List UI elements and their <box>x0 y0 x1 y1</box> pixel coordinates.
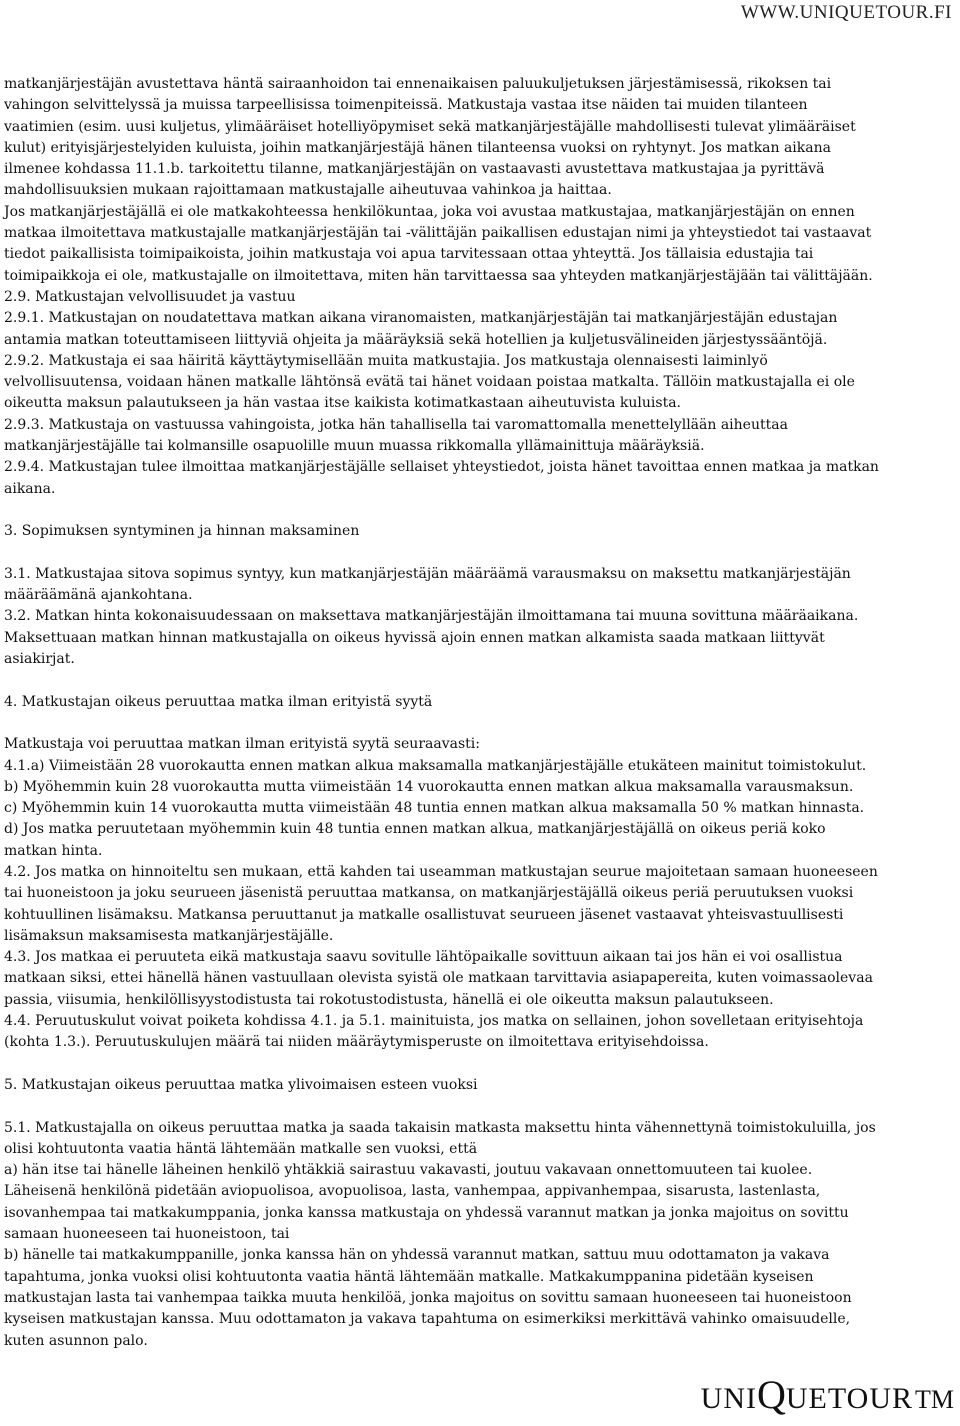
document-body <box>4 74 956 1352</box>
text-line: 2.9.4. Matkustajan tulee ilmoittaa matkanjärjestäjälle sellaiset yhteystiedot, joista hänet tavoittaa ennen matkaa ja matkan <box>4 459 879 476</box>
text-line: oikeutta maksun palautukseen ja hän vastaa itse kaikista kotimatkastaan aiheutuvista kuluista. <box>4 395 682 412</box>
text-line: matkaa ilmoitettava matkustajalle matkanjärjestäjän tai -välittäjän paikallisen edustajan nimi ja yhteystiedot tai vastaavat <box>4 225 872 242</box>
text-line: ilmenee kohdassa 11.1.b. tarkoitettu tilanne, matkanjärjestäjän on vastaavasti avustettava matkustajaa ja pyrittävä <box>4 161 825 178</box>
blank-line <box>4 543 956 564</box>
text-line: 3. Sopimuksen syntyminen ja hinnan maksaminen <box>4 523 360 540</box>
text-line: isovanhempaa tai matkakumppania, jonka kanssa matkustaja on yhdessä varannut matkan ja jonka majoitus on sovittu <box>4 1204 849 1221</box>
blank-line <box>4 1054 956 1075</box>
text-line: lisämaksun maksamisesta matkanjärjestäjälle. <box>4 927 334 944</box>
text-line: Jos matkanjärjestäjällä ei ole matkakohteessa henkilökuntaa, joka voi avustaa matkustajaa, matkanjärjestäjän on ennen <box>4 203 855 220</box>
text-line: samaan huoneeseen tai huoneistoon, tai <box>4 1226 290 1243</box>
text-line: kyseisen matkustajan kanssa. Muu odottamaton ja vakava tapahtuma on esimerkiksi merkittävä vahinko omaisuudelle, <box>4 1311 851 1328</box>
text-line: Läheisenä henkilönä pidetään aviopuolisoa, avopuolisoa, lasta, vanhempaa, appivanhempaa, sisarusta, lastenlasta, <box>4 1183 821 1200</box>
text-line: 2.9. Matkustajan velvollisuudet ja vastuu <box>4 288 296 305</box>
text-line: (kohta 1.3.). Peruutuskulujen määrä tai niiden määräytymisperuste on ilmoitettava erityisehdoissa. <box>4 1034 709 1051</box>
logo-text-q: Q <box>756 1372 786 1417</box>
text-line: aikana. <box>4 480 56 497</box>
text-line: Matkustaja voi peruuttaa matkan ilman erityistä syytä seuraavasti: <box>4 736 480 753</box>
text-line: matkaan siksi, ettei hänellä hänen vastuullaan olevista syistä ole matkaan tarvittavia asiapapereita, kuten voimassaolevaa <box>4 970 873 987</box>
text-line: tapahtuma, jonka vuoksi olisi kohtuutonta vaatia häntä lähtemään matkalle. Matkakumppanina pidetään kyseisen <box>4 1268 814 1285</box>
text-line: a) hän itse tai hänelle läheinen henkilö yhtäkkiä sairastuu vakavasti, joutuu vakavaan onnettomuuteen tai kuolee. <box>4 1162 813 1179</box>
text-line: b) hänelle tai matkakumppanille, jonka kanssa hän on yhdessä varannut matkan, sattuu muu odottamaton ja vakava <box>4 1247 830 1264</box>
text-line: c) Myöhemmin kuin 14 vuorokautta mutta viimeistään 48 tuntia ennen matkan alkua maksamalla 50 % matkan hinnasta. <box>4 800 865 817</box>
text-line: matkustajan lasta tai vanhempaa taikka muuta henkilöä, jonka majoitus on sovittu samaan huoneeseen tai huoneistoon <box>4 1289 852 1306</box>
text-line: 4.2. Jos matka on hinnoiteltu sen mukaan, että kahden tai useamman matkustajan seurue majoitetaan samaan huoneeseen <box>4 863 878 880</box>
blank-line <box>4 1096 956 1117</box>
text-line: matkan hinta. <box>4 842 103 859</box>
text-line: kohtuullinen lisämaksu. Matkansa peruuttanut ja matkalle osallistuvat seurueen jäsenet vastaavat yhteisvastuullisesti <box>4 906 844 923</box>
text-line: kuten asunnon palo. <box>4 1332 148 1349</box>
text-line: 2.9.3. Matkustaja on vastuussa vahingoista, jotka hän tahallisella tai varomattomalla menettelyllään aiheuttaa <box>4 416 788 433</box>
text-line: 3.1. Matkustajaa sitova sopimus syntyy, kun matkanjärjestäjän määräämä varausmaksu on maksettu matkanjärjestäjän <box>4 565 851 582</box>
text-line: matkanjärjestäjälle tai kolmansille osapuolille muun muassa rikkomalla yllämainittuja määräyksiä. <box>4 438 705 455</box>
text-line: 3.2. Matkan hinta kokonaisuudessaan on maksettava matkanjärjestäjän ilmoittamana tai muuna sovittuna määräaikana. <box>4 608 859 625</box>
text-line: asiakirjat. <box>4 651 75 668</box>
header-url: WWW.UNIQUETOUR.FI <box>740 2 952 23</box>
text-line: 4. Matkustajan oikeus peruuttaa matka ilman erityistä syytä <box>4 693 433 710</box>
text-line: 4.1.a) Viimeistään 28 vuorokautta ennen matkan alkua maksamalla matkanjärjestäjälle etukäteen mainitut toimistokulut. <box>4 757 867 774</box>
text-line: passia, viisumia, henkilöllisyystodistusta tai rokotustodistusta, hänellä ei ole oikeutta maksun palautukseen. <box>4 991 774 1008</box>
text-line: velvollisuutensa, voidaan hänen matkalle lähtönsä evätä tai hänet voidaan poistaa matkalta. Tällöin matkustajalla ei ole <box>4 374 855 391</box>
blank-line <box>4 670 956 691</box>
logo-text-uni: UNI <box>700 1382 757 1415</box>
text-line: matkanjärjestäjän avustettava häntä sairaanhoidon tai ennenaikaisen paluukuljetuksen järjestämisessä, rikoksen tai <box>4 76 832 92</box>
text-line: 2.9.2. Matkustaja ei saa häiritä käyttäytymisellään muita matkustajia. Jos matkustaja olennaisesti laiminlyö <box>4 352 768 369</box>
text-line: b) Myöhemmin kuin 28 vuorokautta mutta viimeistään 14 vuorokautta ennen matkan alkua maksamalla varausmaksun. <box>4 778 854 795</box>
text-line: 5.1. Matkustajalla on oikeus peruuttaa matka ja saada takaisin matkasta maksettu hinta vähennettynä toimistokuluilla, jos <box>4 1119 876 1136</box>
logo-text-uetour: UETOUR <box>785 1382 913 1415</box>
text-line: antamia matkan toteuttamiseen liittyviä ohjeita ja määräyksiä sekä hotellien ja kuljetusvälineiden järjestyssääntöjä. <box>4 331 828 348</box>
blank-line <box>4 500 956 521</box>
text-line: tiedot paikallisista toimipaikoista, joihin matkustaja voi apua tarvitessaan ottaa yhteyttä. Jos tällaisia edustajia tai <box>4 246 814 263</box>
text-line: olisi kohtuutonta vaatia häntä lähtemään matkalle sen vuoksi, että <box>4 1140 478 1157</box>
text-line: 4.4. Peruutuskulut voivat poiketa kohdissa 4.1. ja 5.1. mainituista, jos matka on sellainen, johon sovelletaan erityisehtoja <box>4 1013 864 1030</box>
text-line: 4.3. Jos matkaa ei peruuteta eikä matkustaja saavu sovitulle lähtöpaikalle sovittuun aikaan tai jos hän ei voi osallistua <box>4 949 843 966</box>
text-line: toimipaikkoja ei ole, matkustajalle on ilmoitettava, miten hän tarvittaessa saa yhteyden matkanjärjestäjään tai välittäjään. <box>4 267 873 284</box>
text-line: vaatimien (esim. uusi kuljetus, ylimääräiset hotelliyöpymiset sekä matkanjärjestäjälle mahdollisesti tulevat ylimääräiset <box>4 118 856 135</box>
text-line: määräämänä ajankohtana. <box>4 587 193 604</box>
text-line: Maksettuaan matkan hinnan matkustajalla on oikeus hyvissä ajoin ennen matkan alkamista saada matkaan liittyvät <box>4 629 825 646</box>
text-line: d) Jos matka peruutetaan myöhemmin kuin 48 tuntia ennen matkan alkua, matkanjärjestäjällä on oikeus periä koko <box>4 821 826 838</box>
uniquetour-logo <box>701 1371 954 1418</box>
text-line: kulut) erityisjärjestelyiden kuluista, joihin matkanjärjestäjä hänen tilanteensa vuoksi on ryhtynyt. Jos matkan aikana <box>4 139 831 156</box>
text-line: 2.9.1. Matkustajan on noudatettava matkan aikana viranomaisten, matkanjärjestäjän tai matkanjärjestäjän edustajan <box>4 310 838 327</box>
text-line: mahdollisuuksien mukaan rajoittamaan matkustajalle aiheutuvaa vahinkoa ja haittaa. <box>4 182 612 199</box>
text-line: vahingon selvittelyssä ja muissa tarpeellisissa toimenpiteissä. Matkustaja vastaa itse näiden tai muiden tilanteen <box>4 97 808 114</box>
text-line: tai huoneistoon ja joku seurueen jäsenistä peruuttaa matkansa, on matkanjärjestäjällä oikeus periä peruutuksen vuoksi <box>4 885 854 902</box>
logo-trademark: TM <box>915 1385 954 1414</box>
text-line: 5. Matkustajan oikeus peruuttaa matka ylivoimaisen esteen vuoksi <box>4 1076 478 1093</box>
blank-line <box>4 713 956 734</box>
